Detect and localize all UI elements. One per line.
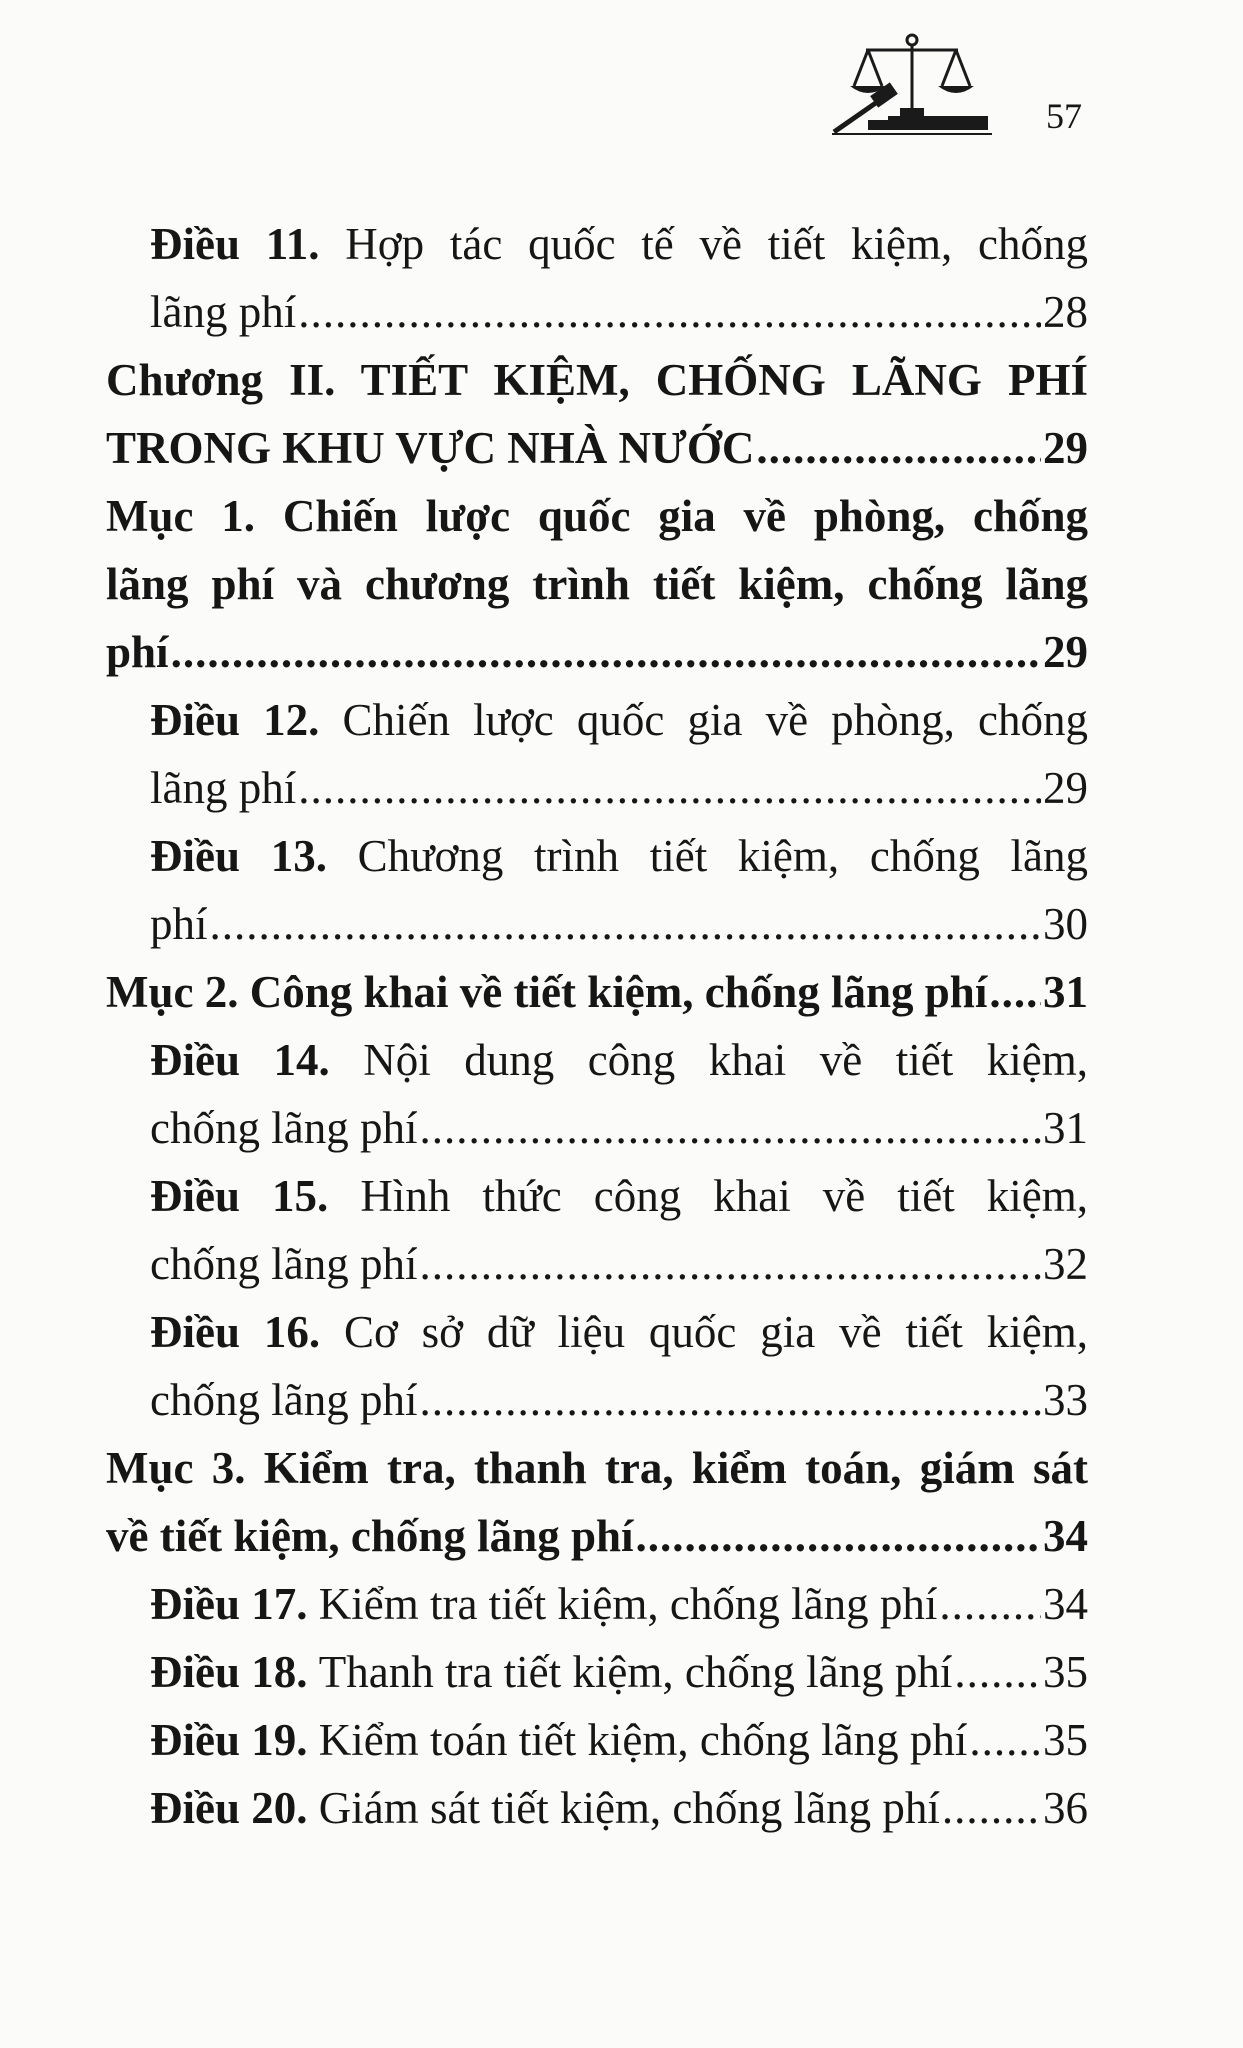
toc-entry-muc-3[interactable]: [106, 1434, 1088, 1570]
entry-label: Điều 12.: [150, 695, 320, 745]
table-of-contents: [106, 210, 1088, 1842]
toc-entry-muc-2[interactable]: [106, 958, 1088, 1026]
entry-page: 35: [1043, 1647, 1088, 1697]
entry-page: 36: [1043, 1783, 1088, 1833]
entry-page: 31: [1043, 967, 1088, 1017]
toc-entry-dieu-19[interactable]: [106, 1706, 1088, 1774]
dot-leader: [210, 890, 1041, 958]
entry-title: Kiểm toán tiết kiệm, chống lãng phí: [318, 1715, 968, 1765]
entry-title-cont: chống lãng phí: [150, 1375, 418, 1425]
page-number: 57: [1046, 96, 1082, 136]
chapter-title-cont: TRONG KHU VỰC NHÀ NƯỚC: [106, 423, 755, 473]
entry-title: Hợp tác quốc tế về tiết kiệm, chống: [345, 219, 1088, 269]
entry-title-cont: lãng phí: [150, 287, 297, 337]
entry-page: 33: [1043, 1375, 1088, 1425]
dot-leader: [954, 1638, 1041, 1706]
dot-leader: [636, 1502, 1041, 1570]
toc-entry-dieu-20[interactable]: [106, 1774, 1088, 1842]
entry-page: 35: [1043, 1715, 1088, 1765]
dot-leader: [942, 1774, 1041, 1842]
dot-leader: [939, 1570, 1041, 1638]
toc-entry-dieu-18[interactable]: [106, 1638, 1088, 1706]
toc-entry-dieu-13[interactable]: [106, 822, 1088, 958]
toc-entry-muc-1[interactable]: [106, 482, 1088, 686]
entry-page: 34: [1043, 1511, 1088, 1561]
entry-title: Giám sát tiết kiệm, chống lãng phí: [318, 1783, 940, 1833]
entry-title-cont: phí: [150, 899, 208, 949]
entry-title: Kiểm tra tiết kiệm, chống lãng phí: [318, 1579, 938, 1629]
dot-leader: [756, 414, 1041, 482]
entry-label: Điều 14.: [150, 1035, 330, 1085]
entry-page: 29: [1043, 763, 1088, 813]
entry-title-cont: chống lãng phí: [150, 1239, 418, 1289]
entry-page: 32: [1043, 1239, 1088, 1289]
dot-leader: [298, 754, 1041, 822]
entry-title: Hình thức công khai về tiết kiệm,: [360, 1171, 1088, 1221]
entry-label: Điều 16.: [150, 1307, 321, 1357]
chapter-title: Chương II. TIẾT KIỆM, CHỐNG LÃNG PHÍ: [106, 355, 1088, 405]
toc-entry-dieu-14[interactable]: [106, 1026, 1088, 1162]
dot-leader: [419, 1230, 1041, 1298]
entry-page: 28: [1043, 287, 1088, 337]
dot-leader: [989, 958, 1041, 1026]
section-title: Mục 1. Chiến lược quốc gia về phòng, chống: [106, 491, 1088, 541]
entry-title-cont: lãng phí: [150, 763, 297, 813]
toc-entry-dieu-17[interactable]: [106, 1570, 1088, 1638]
entry-title: Cơ sở dữ liệu quốc gia về tiết kiệm,: [344, 1307, 1089, 1357]
section-title: Mục 2. Công khai về tiết kiệm, chống lãng phí: [106, 967, 988, 1017]
section-title-cont: lãng phí và chương trình tiết kiệm, chống lãng: [106, 559, 1088, 609]
section-title: Mục 3. Kiểm tra, thanh tra, kiểm toán, giám sát: [106, 1443, 1088, 1493]
toc-entry-dieu-12[interactable]: [106, 686, 1088, 822]
dot-leader: [298, 278, 1041, 346]
entry-label: Điều 20.: [150, 1783, 308, 1833]
dot-leader: [419, 1094, 1041, 1162]
entry-title: Chiến lược quốc gia về phòng, chống: [342, 695, 1089, 745]
entry-label: Điều 17.: [150, 1579, 308, 1629]
entry-label: Điều 18.: [150, 1647, 308, 1697]
toc-entry-dieu-15[interactable]: [106, 1162, 1088, 1298]
entry-page: 30: [1043, 899, 1088, 949]
entry-title: Thanh tra tiết kiệm, chống lãng phí: [318, 1647, 953, 1697]
entry-label: Điều 19.: [150, 1715, 308, 1765]
entry-title: Nội dung công khai về tiết kiệm,: [363, 1035, 1088, 1085]
entry-title-cont: chống lãng phí: [150, 1103, 418, 1153]
scales-of-justice-gavel-icon: [828, 28, 996, 140]
entry-page: 29: [1043, 423, 1088, 473]
toc-entry-dieu-11[interactable]: [106, 210, 1088, 346]
entry-label: Điều 13.: [150, 831, 327, 881]
section-title-cont: về tiết kiệm, chống lãng phí: [106, 1511, 634, 1561]
entry-title: Chương trình tiết kiệm, chống lãng: [357, 831, 1088, 881]
entry-page: 31: [1043, 1103, 1088, 1153]
entry-label: Điều 11.: [150, 219, 320, 269]
dot-leader: [171, 618, 1041, 686]
dot-leader: [969, 1706, 1041, 1774]
section-title-end: phí: [106, 627, 169, 677]
entry-label: Điều 15.: [150, 1171, 329, 1221]
toc-entry-dieu-16[interactable]: [106, 1298, 1088, 1434]
entry-page: 29: [1043, 627, 1088, 677]
toc-entry-chuong-2[interactable]: [106, 346, 1088, 482]
dot-leader: [419, 1366, 1041, 1434]
entry-page: 34: [1043, 1579, 1088, 1629]
